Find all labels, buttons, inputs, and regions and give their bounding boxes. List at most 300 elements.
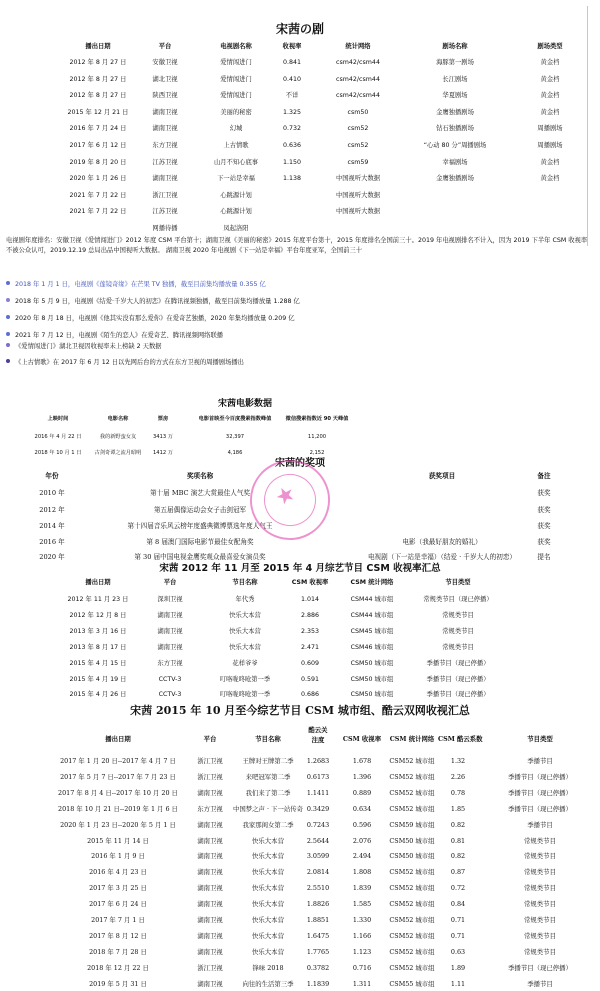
variety2-cell: CSM 统计网络	[389, 735, 435, 743]
drama-cell: 1.138	[282, 175, 302, 183]
drama-cell: 不详	[285, 92, 299, 100]
awards-cell: 2014 年	[39, 522, 65, 530]
drama-cell: 2016 年 7 月 24 日	[69, 125, 127, 133]
drama-cell: 湖北卫视	[152, 75, 178, 83]
drama-note-text: 《上古情歌》在 2017 年 6 月 12 日以先网后台的方式在东方卫视的周播剧场播出	[15, 359, 244, 366]
variety-cell: 常规类节目	[442, 643, 474, 651]
variety2-cell: 常规类节目	[524, 900, 556, 909]
awards-cell: 第五届偶像运动会女子击剑冠军	[153, 506, 247, 514]
variety2-cell: 快乐大本营	[252, 868, 284, 877]
variety-cell: 湖南卫视	[157, 611, 183, 619]
variety2-cell: 季播节目（现已停播）	[508, 804, 572, 813]
drama-cell: csm52	[347, 125, 369, 133]
movie-cell: 古剑奇谭之流月昭明	[94, 450, 142, 456]
page-edge-rule	[587, 6, 588, 246]
variety-cell: 播出日期	[85, 579, 111, 586]
variety2-cell: 1.1839	[306, 979, 330, 988]
variety2-cell: 0.634	[352, 804, 372, 813]
movie-title: 宋茜电影数据	[217, 399, 272, 409]
variety2-cell: 中国梦之声 · 下一站传奇	[233, 804, 303, 813]
variety2-cell: 2020 年 1 月 23 日--2020 年 5 月 1 日	[60, 820, 176, 829]
awards-cell: 获奖	[537, 489, 551, 497]
variety-cell: 湖南卫视	[157, 643, 183, 651]
drama-cell: 中国视听大数据	[335, 191, 381, 199]
variety2-cell: 0.596	[352, 820, 372, 829]
drama-cell: 2017 年 6 月 12 日	[69, 142, 127, 149]
variety2-cell: 湖南卫视	[197, 820, 223, 829]
variety2-cell: 2017 年 8 月 4 日--2017 年 10 月 20 日	[58, 788, 178, 797]
drama-cell: 黄金档	[540, 75, 560, 83]
variety-cell: CCTV-3	[158, 675, 182, 683]
variety2-cell: CSM52 城市组	[389, 884, 435, 893]
variety2-cell: 锋味 2018	[252, 963, 284, 972]
awards-cell: 2020 年	[39, 553, 65, 561]
drama-cell: 浙江卫视	[152, 191, 178, 199]
variety2-cell: 湖南卫视	[197, 788, 223, 797]
variety-cell: 季播节目（现已停播）	[426, 659, 490, 667]
drama-cell: 统计网络	[345, 43, 371, 50]
bullet-icon	[6, 298, 10, 302]
drama-cell: csm50	[347, 108, 369, 116]
variety2-cell: 1.123	[352, 947, 372, 956]
drama-cell: 东方卫视	[152, 142, 178, 149]
variety-cell: CSM50 城市组	[350, 675, 394, 683]
variety2-cell: 0.716	[352, 963, 372, 972]
variety-cell: 常规类节目（现已停播）	[423, 596, 493, 603]
drama-cell: 电视剧名称	[220, 43, 252, 50]
drama-note-text: 2021 年 7 月 12 日，电视剧《陌生的恋人》在爱奇艺、腾讯视频网络联播	[15, 332, 224, 339]
drama-cell: csm59	[347, 158, 369, 166]
awards-cell: 2012 年	[39, 506, 65, 514]
drama-cell: 周播剧场	[537, 125, 563, 133]
variety2-cell: 常规类节目	[524, 868, 556, 877]
variety2-cell: 0.3782	[306, 963, 330, 972]
variety-cell: 2015 年 4 月 26 日	[69, 691, 127, 699]
drama-cell: 美丽的秘密	[220, 108, 252, 116]
variety-cell: 常规类节目	[442, 611, 474, 619]
variety2-cell: 常规类节目	[524, 884, 556, 893]
variety-cell: 0.609	[300, 659, 320, 667]
drama-cell: 爱情闯进门	[220, 92, 252, 100]
drama-note-text: 2020 年 8 月 18 日，电视剧《他其实没有那么爱你》在爱奇艺独播，2020 年集均播放量 0.209 亿	[15, 315, 295, 322]
variety2-cell: 快乐大本营	[252, 836, 284, 845]
variety-cell: 季播节目（现已停播）	[426, 691, 490, 699]
variety2-cell: 0.72	[450, 884, 466, 893]
drama-note-text: 《爱情闯进门》湖北卫视因收视率未上榜缺 2 天数据	[15, 343, 162, 350]
variety2-cell: 0.6173	[306, 772, 330, 781]
variety-cell: 快乐大本营	[229, 643, 261, 651]
awards-title: 宋茜的奖项	[275, 458, 325, 469]
variety2-cell: 2017 年 7 月 1 日	[91, 916, 145, 924]
variety2-cell: CSM52 城市组	[389, 868, 435, 877]
drama-cell: 心跳源计划	[220, 191, 252, 199]
awards-cell: 第十四届音乐风云榜年度盛典微博票选年度人气王	[127, 522, 273, 530]
drama-cell: 平台	[158, 43, 172, 50]
variety2-cell: 平台	[203, 735, 217, 743]
variety2-cell: 1.311	[352, 979, 372, 988]
awards-cell: 获奖	[537, 538, 551, 546]
drama-note	[6, 297, 594, 306]
variety2-cell: CSM52 城市组	[389, 788, 435, 797]
drama-summary: 电视剧年度排名：安徽卫视《爱情闯进门》2012 年度 CSM 平台第十；湖南卫视《美丽的秘密》2015 年度平台第十，2015 年度排名全国前三十。2019 年电视剧排名不计入，因为 2019 下半年 CSM 收视率不被公众认可，2019.12.19 总局出品中国视听大数据。 湖南卫视 2020 年电视剧《下一站是幸福》平台年度亚军，全国前三十	[6, 237, 588, 254]
star-icon: ★	[271, 480, 301, 512]
variety2-cell: 0.71	[450, 916, 466, 924]
movie-cell: 3413 万	[152, 434, 174, 440]
variety2-cell: 湖南卫视	[197, 900, 223, 909]
variety2-cell: 2018 年 12 月 22 日	[87, 963, 149, 972]
variety-cell: CSM50 城市组	[350, 691, 394, 699]
variety2-cell: 2018 年 10 月 21 日--2019 年 1 月 6 日	[58, 804, 178, 813]
drama-cell: 华夏剧场	[442, 92, 468, 100]
movie-cell: 11,200	[307, 434, 327, 440]
drama-cell: 2012 年 8 月 27 日	[69, 75, 127, 83]
variety-cell: 0.591	[300, 675, 320, 683]
variety2-cell: CSM50 城市组	[389, 852, 435, 861]
variety2-cell: 2016 年 4 月 23 日	[89, 868, 147, 877]
variety2-cell: 0.81	[450, 836, 466, 845]
drama-cell: 0.636	[282, 142, 302, 149]
variety2-cell: 季播节目	[527, 820, 553, 829]
variety2-cell: 湖南卫视	[197, 931, 223, 940]
variety-cell: 2.886	[300, 611, 320, 619]
variety2-cell: CSM52 城市组	[389, 916, 435, 924]
movie-cell: 微信搜索指数近 90 天峰值	[285, 416, 349, 422]
variety2-cell: 2.076	[352, 836, 372, 845]
variety2-cell: 1.1411	[306, 788, 330, 797]
movie-cell: 票房	[157, 416, 169, 422]
variety-cell: 年代秀	[235, 596, 255, 603]
variety2-cell: 1.839	[352, 884, 372, 893]
drama-cell: 幻城	[229, 125, 243, 133]
variety2-cell: 3.0599	[306, 852, 330, 861]
variety-cell: CSM50 城市组	[350, 659, 394, 667]
drama-note	[6, 331, 594, 340]
drama-cell: “心动 80 分”周播剧场	[423, 142, 487, 149]
drama-cell: 0.732	[282, 125, 302, 133]
variety-cell: CCTV-3	[158, 691, 182, 699]
bullet-icon	[6, 332, 10, 336]
drama-cell: 江苏卫视	[152, 208, 178, 216]
bullet-icon	[6, 359, 10, 363]
variety-cell: CSM45 城市组	[350, 627, 394, 635]
drama-cell: 湖南卫视	[152, 175, 178, 183]
variety2-cell: 0.82	[450, 852, 466, 861]
drama-cell: 湖南卫视	[152, 108, 178, 116]
movie-cell: 32,397	[225, 434, 245, 440]
drama-cell: 中国视听大数据	[335, 175, 381, 183]
variety2-cell: 0.87	[450, 868, 466, 877]
variety2-cell: 季播节目	[527, 757, 553, 765]
variety2-cell: 常规类节目	[524, 947, 556, 956]
drama-note	[6, 280, 594, 289]
variety2-cell: CSM52 城市组	[389, 963, 435, 972]
awards-cell: 获奖项目	[428, 472, 456, 480]
movie-cell: 电影首映至今百度搜索指数峰值	[198, 416, 272, 422]
variety-cell: 2.353	[300, 627, 320, 635]
drama-cell: 金鹰独播剧场	[436, 108, 474, 116]
variety-cell: 2013 年 3 月 16 日	[69, 627, 127, 635]
variety-cell: 2015 年 4 月 19 日	[69, 675, 127, 683]
variety2-cell: 浙江卫视	[197, 772, 223, 781]
bullet-icon	[6, 315, 10, 319]
variety2-cell: 东方卫视	[197, 804, 223, 813]
variety-cell: 深圳卫视	[157, 596, 183, 603]
variety-cell: 花样爷爷	[232, 659, 258, 667]
variety2-cell: 0.7243	[306, 820, 330, 829]
variety-cell: 平台	[163, 579, 177, 586]
variety2-cell: 1.7765	[306, 947, 330, 956]
variety2-cell: 快乐大本营	[252, 900, 284, 909]
variety2-cell: 2016 年 1 月 9 日	[91, 852, 145, 861]
drama-cell: 爱情闯进门	[220, 59, 252, 66]
variety2-cell: CSM 酷云系数	[438, 735, 483, 743]
awards-cell: 电影（我最好朋友的婚礼）	[402, 538, 482, 546]
variety2-cell: CSM59 城市组	[389, 820, 435, 829]
bullet-icon	[6, 343, 10, 347]
variety2-cell: 1.396	[352, 772, 372, 781]
drama-cell: 剧场名称	[442, 43, 468, 50]
drama-cell: 心跳源计划	[220, 208, 252, 216]
variety2-cell: 1.330	[352, 916, 372, 924]
variety2-cell: 向往的生活第三季	[242, 979, 294, 988]
variety2-cell: 0.78	[450, 788, 466, 797]
drama-cell: 钻石独播剧场	[436, 125, 474, 133]
variety-cell: 2012 年 11 月 23 日	[67, 596, 129, 603]
variety2-cell: 1.8851	[306, 916, 330, 924]
variety-cell: 快乐大本营	[229, 611, 261, 619]
drama-cell: 1.150	[282, 158, 302, 166]
drama-cell: 江苏卫视	[152, 158, 178, 166]
drama-cell: 凤起洛阳	[223, 225, 249, 232]
variety2-cell: 快乐大本营	[252, 916, 284, 924]
variety2-cell: 常规类节目	[524, 836, 556, 845]
drama-cell: 2012 年 8 月 27 日	[69, 59, 127, 66]
variety-cell: 2013 年 8 月 17 日	[69, 643, 127, 651]
variety-title: 宋茜 2012 年 11 月至 2015 年 4 月综艺节目 CSM 收视率汇总	[159, 563, 441, 574]
awards-cell: 奖项名称	[186, 472, 214, 480]
variety-cell: CSM44 城市组	[350, 596, 394, 603]
variety-cell: 常规类节目	[442, 627, 474, 635]
variety2-cell: 1.8826	[306, 900, 330, 909]
variety-cell: 快乐大本营	[229, 627, 261, 635]
variety2-cell: 1.6475	[306, 931, 330, 940]
variety2-cell: 快乐大本营	[252, 931, 284, 940]
variety2-cell: 季播节目（现已停播）	[508, 772, 572, 781]
bullet-icon	[6, 281, 10, 285]
variety2-cell: 湖南卫视	[197, 979, 223, 988]
variety-cell: 2012 年 12 月 8 日	[69, 611, 127, 619]
awards-cell: 年份	[45, 472, 59, 480]
variety2-cell: 季播节目（现已停播）	[508, 788, 572, 797]
drama-cell: 幸福剧场	[442, 158, 468, 166]
drama-note-text: 2018 年 1 月 1 日，电视剧《莲镜奇缘》在芒果 TV 独播，截至目前集均播放量 0.355 亿	[15, 281, 266, 288]
drama-cell: csm42/csm44	[336, 59, 380, 66]
drama-cell: 2020 年 1 月 26 日	[69, 175, 127, 183]
variety2-cell: 我们来了第二季	[245, 788, 291, 797]
variety2-cell: 0.84	[450, 900, 466, 909]
variety2-cell: 1.808	[352, 868, 372, 877]
drama-cell: 2021 年 7 月 22 日	[69, 191, 127, 199]
variety-cell: 湖南卫视	[157, 627, 183, 635]
awards-cell: 2010 年	[39, 489, 65, 497]
variety2-cell: 2017 年 6 月 24 日	[89, 900, 147, 909]
drama-cell: 周播剧场	[537, 142, 563, 149]
variety-cell: 2.471	[300, 643, 320, 651]
variety-cell: 东方卫视	[157, 659, 183, 667]
drama-cell: 安徽卫视	[152, 59, 178, 66]
drama-cell: 网播待播	[152, 225, 178, 232]
variety2-cell: CSM52 城市组	[389, 931, 435, 940]
variety2-cell: 0.63	[450, 947, 466, 956]
drama-cell: 播出日期	[85, 43, 111, 50]
drama-note	[6, 314, 594, 323]
variety2-cell: CSM52 城市组	[389, 947, 435, 956]
movie-cell: 电影名称	[107, 416, 129, 422]
variety2-cell: 湖南卫视	[197, 836, 223, 845]
drama-cell: 山月不知心底事	[213, 158, 259, 166]
awards-cell: 备注	[537, 472, 551, 480]
movie-cell: 4,186	[227, 450, 243, 456]
drama-cell: 湖南卫视	[152, 125, 178, 133]
variety2-cell: 1.585	[352, 900, 372, 909]
movie-cell: 2018 年 10 月 1 日	[34, 450, 82, 456]
variety2-cell: 1.32	[450, 757, 466, 765]
variety-cell: 叮咯咙咚呛第一季	[219, 691, 271, 699]
variety-cell: 节目名称	[232, 579, 258, 586]
awards-cell: 获奖	[537, 522, 551, 530]
awards-cell: 2016 年	[39, 538, 65, 546]
variety2-cell: 节目类型	[527, 735, 553, 743]
drama-cell: 长江剧场	[442, 75, 468, 83]
variety2-cell: 我家那闺女第二季	[242, 820, 294, 829]
drama-cell: 0.841	[282, 59, 302, 66]
movie-cell: 2,152	[309, 450, 325, 456]
drama-cell: 2015 年 12 月 21 日	[67, 108, 129, 116]
variety2-cell: 酷云关注度	[308, 726, 328, 744]
variety2-cell: CSM52 城市组	[389, 900, 435, 909]
drama-cell: 上古情歌	[223, 142, 249, 149]
movie-cell: 1412 万	[152, 450, 174, 456]
variety-cell: CSM46 城市组	[350, 643, 394, 651]
variety2-cell: 0.3429	[306, 804, 330, 813]
variety2-cell: 湖南卫视	[197, 947, 223, 956]
variety2-cell: 2.494	[352, 852, 372, 861]
variety2-cell: CSM55 城市组	[389, 979, 435, 988]
variety-cell: 叮咯咙咚呛第一季	[219, 675, 271, 683]
variety2-cell: 2017 年 5 月 7 日--2017 年 7 月 23 日	[60, 772, 176, 781]
variety2-cell: 2017 年 1 月 20 日--2017 年 4 月 7 日	[60, 757, 176, 765]
drama-cell: 黄金档	[540, 158, 560, 166]
variety2-cell: 1.678	[352, 757, 372, 765]
variety2-cell: 0.82	[450, 820, 466, 829]
awards-cell: 获奖	[537, 506, 551, 514]
awards-cell: 电视剧（下一站是幸福）（结爱 · 千岁大人的初恋）	[367, 553, 517, 561]
variety2-cell: 1.2683	[306, 757, 330, 765]
variety2-title: 宋茜 2015 年 10 月至今综艺节目 CSM 城市组、酷云双网收视汇总	[130, 704, 470, 717]
variety2-cell: 湖南卫视	[197, 916, 223, 924]
variety2-cell: 1.11	[450, 979, 466, 988]
variety2-cell: 浙江卫视	[197, 963, 223, 972]
variety-cell: CSM 统计网络	[350, 579, 394, 586]
variety2-cell: 季播节目	[527, 979, 553, 988]
drama-cell: 1.325	[282, 108, 302, 116]
variety2-cell: 常规类节目	[524, 916, 556, 924]
drama-cell: 爱情闯进门	[220, 75, 252, 83]
variety2-cell: CSM50 城市组	[389, 836, 435, 845]
drama-cell: 陕西卫视	[152, 92, 178, 100]
variety2-cell: 2.5510	[306, 884, 330, 893]
awards-cell: 第十届 MBC 演艺大赏最佳人气奖	[149, 489, 251, 497]
drama-title: 宋茜の剧	[275, 22, 324, 36]
awards-cell: 第 8 届澳门国际电影节最佳女配角奖	[146, 538, 254, 546]
variety-cell: 0.686	[300, 691, 320, 699]
variety2-cell: CSM 收视率	[342, 735, 382, 743]
variety2-cell: 常规类节目	[524, 852, 556, 861]
variety2-cell: 2015 年 11 月 14 日	[87, 836, 149, 845]
variety2-cell: 湖南卫视	[197, 868, 223, 877]
variety2-cell: CSM52 城市组	[389, 804, 435, 813]
variety2-cell: 湖南卫视	[197, 852, 223, 861]
drama-cell: csm52	[347, 142, 369, 149]
variety2-cell: 播出日期	[105, 735, 131, 743]
variety2-cell: 1.89	[450, 963, 466, 972]
drama-cell: 黄金档	[540, 92, 560, 100]
variety2-cell: 1.85	[450, 804, 466, 813]
drama-note-text: 2018 年 5 月 9 日，电视剧《结爱·千岁大人的初恋》在腾讯视频独播，截至目前集均播放量 1.288 亿	[15, 298, 300, 305]
variety-cell: 1.014	[300, 596, 320, 603]
variety-cell: CSM 收视率	[291, 579, 329, 586]
drama-cell: 黄金档	[540, 108, 560, 116]
movie-cell: 2016 年 4 月 22 日	[34, 434, 82, 440]
drama-note	[6, 358, 594, 367]
variety2-cell: CSM52 城市组	[389, 757, 435, 765]
drama-cell: 2019 年 8 月 20 日	[69, 158, 127, 166]
variety2-cell: 季播节目（现已停播）	[508, 963, 572, 972]
movie-cell: 我的新野蛮女友	[99, 434, 137, 440]
variety2-cell: 2018 年 7 月 28 日	[89, 947, 147, 956]
drama-cell: 收视率	[282, 43, 302, 50]
variety2-cell: 浙江卫视	[197, 757, 223, 765]
variety2-cell: 常规类节目	[524, 931, 556, 940]
variety2-cell: 2019 年 5 月 31 日	[89, 979, 147, 988]
variety2-cell: 2017 年 3 月 25 日	[89, 884, 147, 893]
variety2-cell: 王牌对王牌第二季	[242, 757, 294, 765]
drama-cell: 中国视听大数据	[335, 208, 381, 216]
drama-cell: csm42/csm44	[336, 92, 380, 100]
variety2-cell: 节目名称	[255, 735, 281, 743]
drama-cell: 黄金档	[540, 175, 560, 183]
variety2-cell: 2.5644	[306, 836, 330, 845]
variety2-cell: 快乐大本营	[252, 947, 284, 956]
variety-cell: CSM44 城市组	[350, 611, 394, 619]
drama-note	[6, 342, 594, 351]
variety2-cell: 来吧冠军第二季	[245, 772, 291, 781]
variety2-cell: 快乐大本营	[252, 852, 284, 861]
variety2-cell: CSM52 城市组	[389, 772, 435, 781]
drama-cell: csm42/csm44	[336, 75, 380, 83]
drama-cell: 金鹰独播剧场	[436, 175, 474, 183]
movie-cell: 上映时间	[47, 416, 69, 422]
drama-cell: 2021 年 7 月 22 日	[69, 208, 127, 216]
variety2-cell: 1.166	[352, 931, 372, 940]
drama-cell: 海豚第一剧场	[436, 59, 474, 66]
awards-cell: 提名	[537, 553, 551, 561]
variety2-cell: 0.889	[352, 788, 372, 797]
variety2-cell: 2.0814	[306, 868, 330, 877]
drama-cell: 2012 年 8 月 27 日	[69, 92, 127, 100]
variety-cell: 季播节目（现已停播）	[426, 675, 490, 683]
variety2-cell: 快乐大本营	[252, 884, 284, 893]
